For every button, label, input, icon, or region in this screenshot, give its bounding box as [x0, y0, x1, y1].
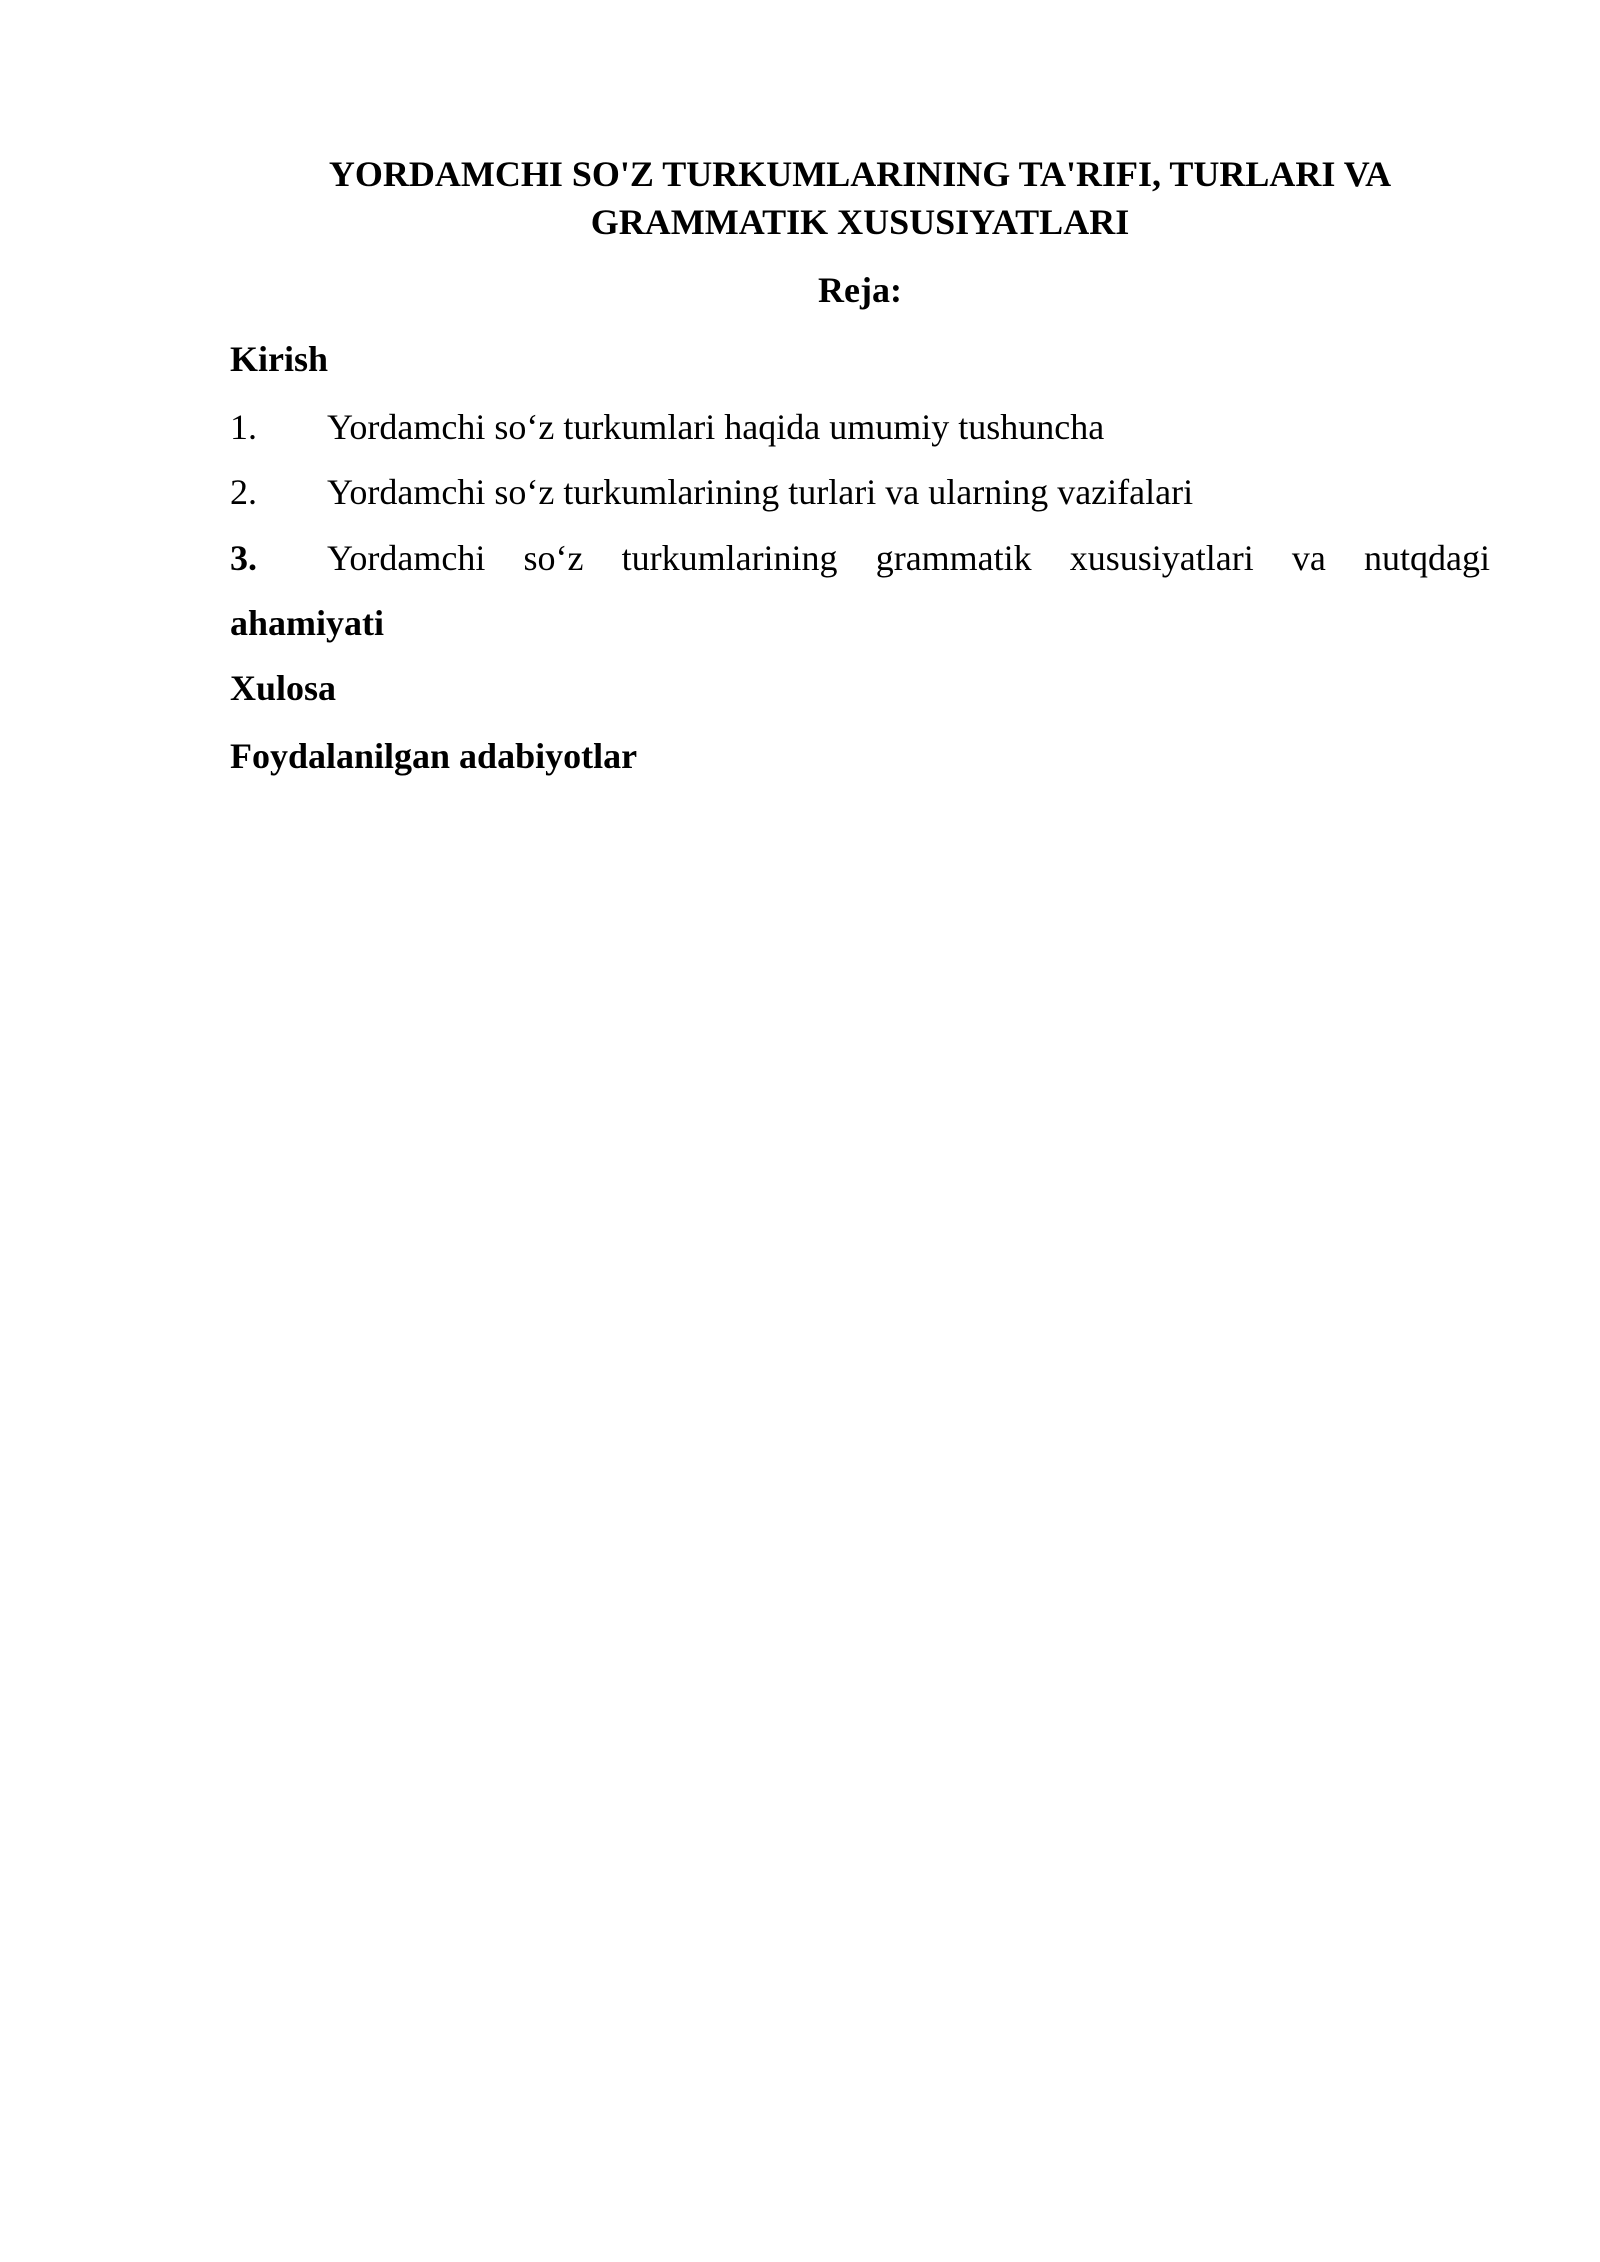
plan-item-3-number: 3. [230, 538, 257, 578]
document-title-line-1: YORDAMCHI SO'Z TURKUMLARINING TA'RIFI, TURLARI VA [328, 154, 1392, 194]
intro-heading: Kirish [230, 339, 329, 379]
plan-item-3-continuation: ahamiyati [230, 603, 385, 643]
conclusion-heading: Xulosa [230, 668, 337, 708]
document-title [230, 150, 1490, 246]
references-heading: Foydalanilgan adabiyotlar [230, 736, 638, 776]
plan-item-1-number: 1. [230, 407, 257, 447]
plan-item-3-text: Yordamchi so‘z turkumlarining grammatik xususiyatlari va nutqdagi [327, 538, 1490, 578]
plan-item-2-text: Yordamchi so‘z turkumlarining turlari va ularning vazifalari [327, 472, 1194, 512]
plan-heading: Reja: [818, 270, 902, 310]
plan-item-1-text: Yordamchi so‘z turkumlari haqida umumiy tushuncha [327, 407, 1105, 447]
plan-item-2-number: 2. [230, 472, 257, 512]
document-title-line-2: GRAMMATIK XUSUSIYATLARI [590, 202, 1130, 242]
